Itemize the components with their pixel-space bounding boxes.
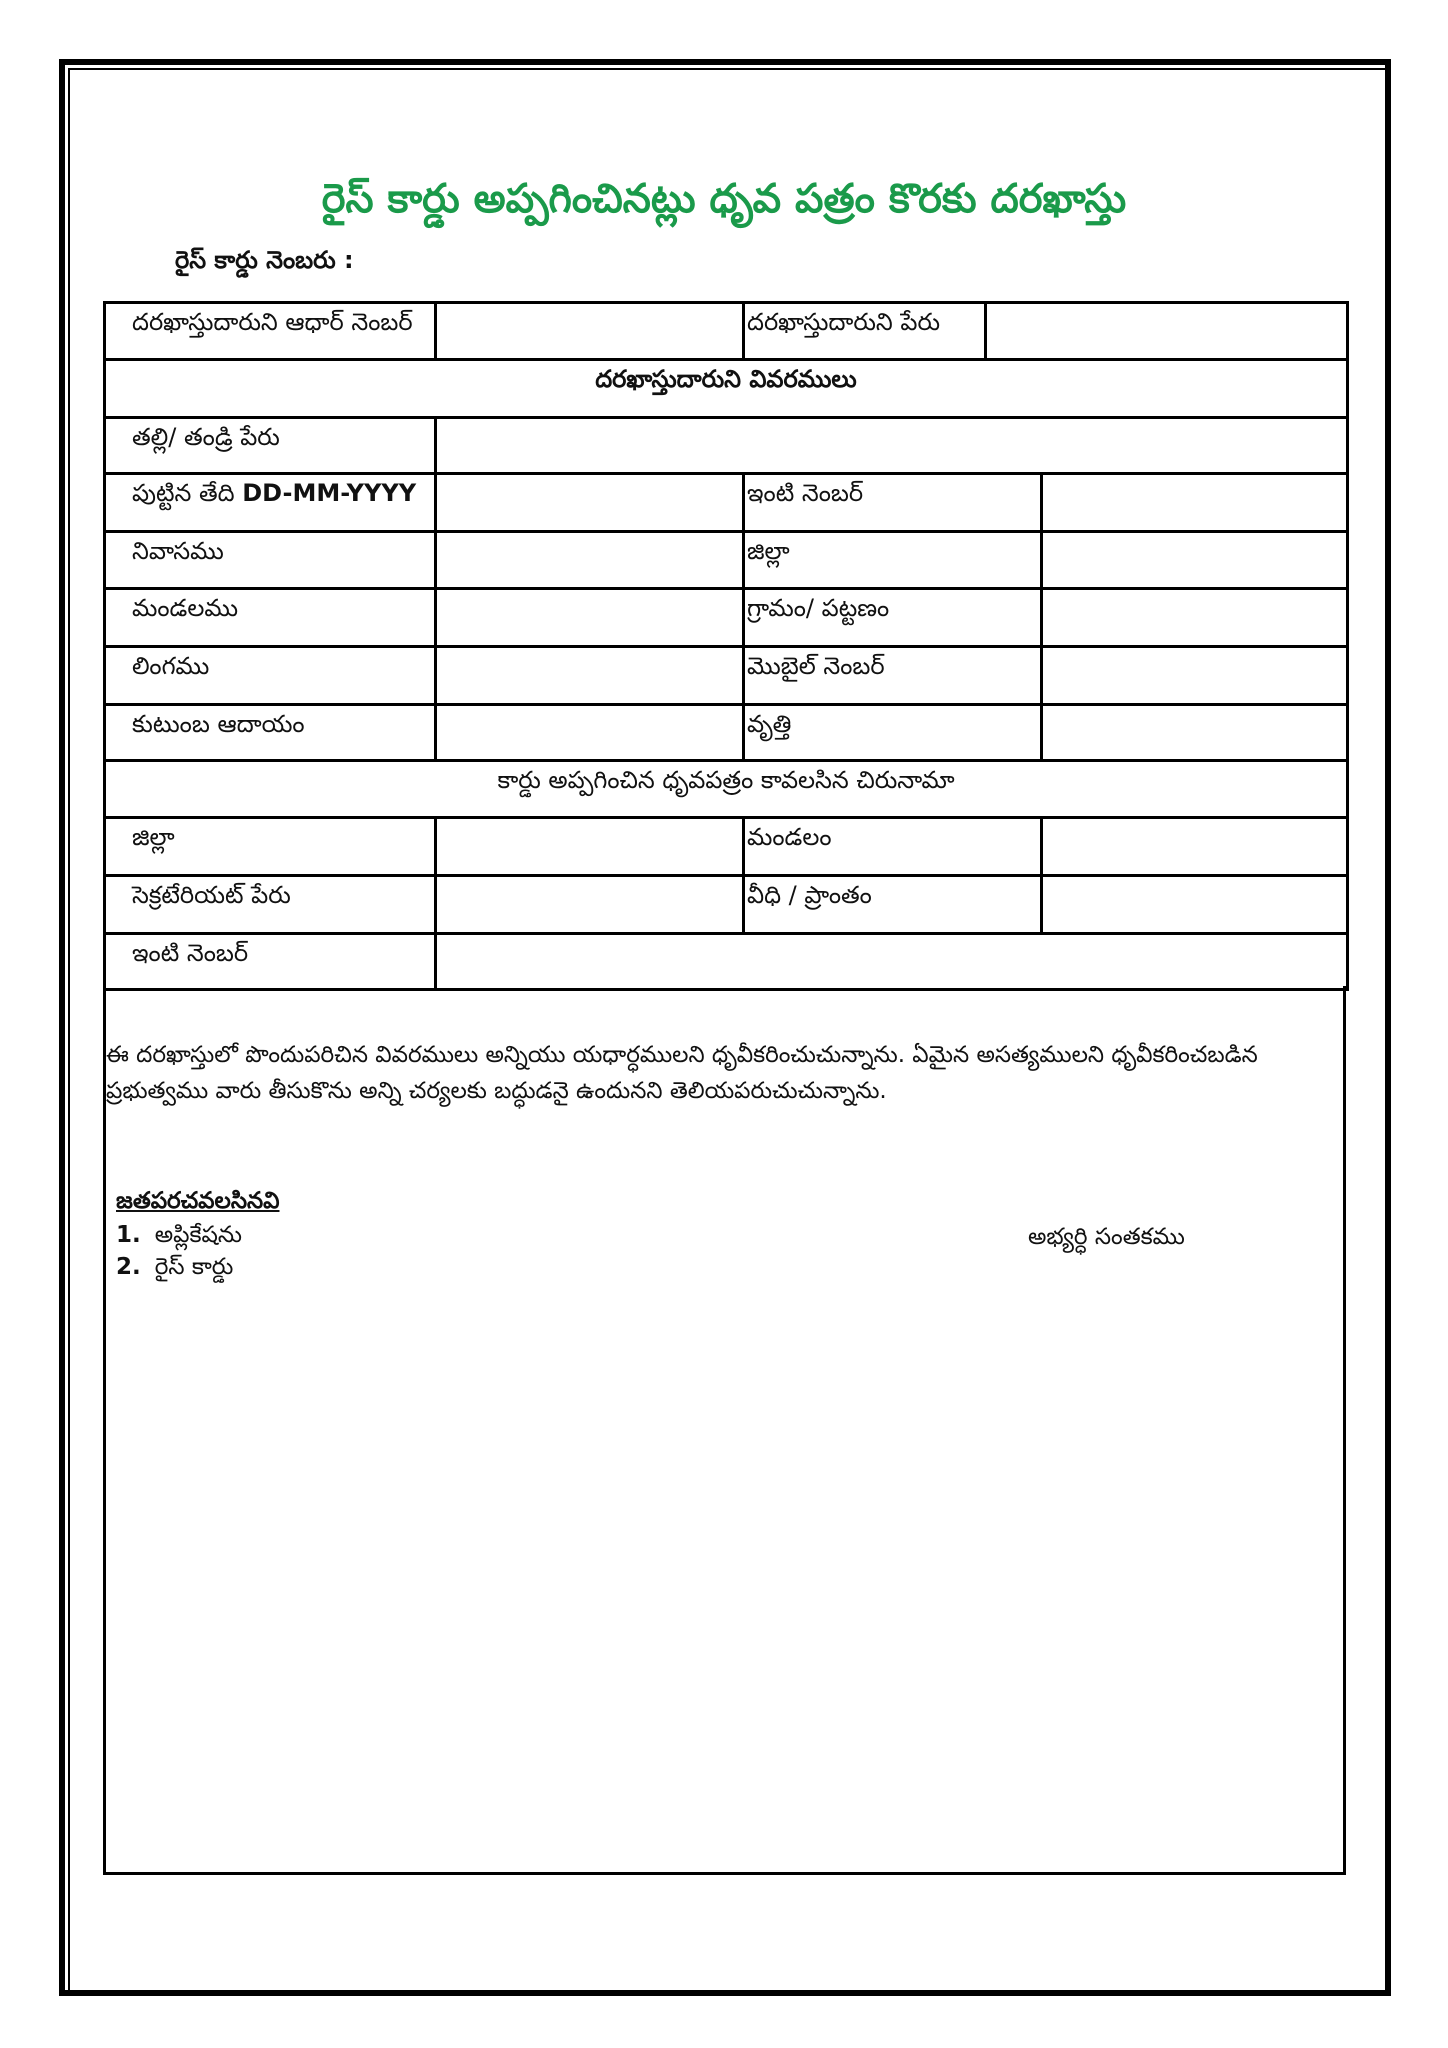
application-form-table <box>103 301 1349 991</box>
declaration-box <box>103 986 1346 1875</box>
section-applicant-details: దరఖాస్తుదారుని వివరములు <box>105 360 1348 418</box>
aadhaar-label: దరఖాస్తుదారుని ఆధార్ నెంబర్ <box>105 303 436 360</box>
addr-mandal-field[interactable] <box>1042 818 1348 876</box>
district-label: జిల్లా <box>744 532 1042 589</box>
mandal-label: మండలము <box>105 589 436 647</box>
secretariat-label: సెక్రటేరియట్ పేరు <box>105 876 436 934</box>
addr-district-label: జిల్లా <box>105 818 436 876</box>
addr-mandal-label: మండలం <box>744 818 1042 876</box>
form-title: రైస్ కార్డు అప్పగించినట్లు ధృవ పత్రం కొరకు దరఖాస్తు <box>321 176 1127 222</box>
village-field[interactable] <box>1042 589 1348 647</box>
attachment-label: రైస్ కార్డు <box>154 1254 234 1280</box>
mobile-label: మొబైల్ నెంబర్ <box>744 647 1042 705</box>
district-field[interactable] <box>1042 532 1348 589</box>
name-field[interactable] <box>986 303 1348 360</box>
attachment-item <box>116 1254 233 1286</box>
dob-format: DD-MM-YYYY <box>242 479 417 507</box>
signature-label: అభ్యర్ధి సంతకము <box>1028 1224 1185 1250</box>
occupation-field[interactable] <box>1042 705 1348 761</box>
mandal-field[interactable] <box>436 589 744 647</box>
aadhaar-field[interactable] <box>436 303 744 360</box>
gender-field[interactable] <box>436 647 744 705</box>
addr-house-no-field[interactable] <box>436 934 1348 990</box>
section-delivery-address: కార్డు అప్పగించిన ధృవపత్రం కావలసిన చిరునామా <box>105 761 1348 818</box>
dob-label <box>105 474 436 532</box>
residence-field[interactable] <box>436 532 744 589</box>
income-field[interactable] <box>436 705 744 761</box>
house-no-label: ఇంటి నెంబర్ <box>744 474 1042 532</box>
addr-district-field[interactable] <box>436 818 744 876</box>
declaration-text: ఈ దరఖాస్తులో పొందుపరిచిన వివరములు అన్నియు యధార్ధములని ధృవీకరించుచున్నాను. ఏమైన అసత్యములని ధృవీకరించబడిన ప్రభుత్వము వారు తీసుకొను అన్ని చర్యలకు బద్ధుడనై ఉందునని తెలియపరుచుచున్నాను. <box>106 1042 1258 1104</box>
mobile-field[interactable] <box>1042 647 1348 705</box>
attachment-number: 1. <box>116 1222 141 1248</box>
secretariat-field[interactable] <box>436 876 744 934</box>
dob-field[interactable] <box>436 474 744 532</box>
residence-label: నివాసము <box>105 532 436 589</box>
street-label: వీధి / ప్రాంతం <box>744 876 1042 934</box>
name-label: దరఖాస్తుదారుని పేరు <box>744 303 986 360</box>
gender-label: లింగము <box>105 647 436 705</box>
attachments-heading: జతపరచవలసినవి <box>116 1188 280 1214</box>
attachment-item <box>116 1222 242 1254</box>
house-no-field[interactable] <box>1042 474 1348 532</box>
dob-label-text: పుట్టిన తేది <box>132 479 235 507</box>
street-field[interactable] <box>1042 876 1348 934</box>
parent-name-field[interactable] <box>436 418 1348 474</box>
income-label: కుటుంబ ఆదాయం <box>105 705 436 761</box>
occupation-label: వృత్తి <box>744 705 1042 761</box>
parent-name-label: తల్లి/ తండ్రి పేరు <box>105 418 436 474</box>
attachment-number: 2. <box>116 1254 141 1280</box>
village-label: గ్రామం/ పట్టణం <box>744 589 1042 647</box>
attachment-label: అప్లికేషను <box>154 1222 243 1248</box>
addr-house-no-label: ఇంటి నెంబర్ <box>105 934 436 990</box>
card-number-label: రైస్ కార్డు నెంబరు : <box>175 246 354 274</box>
